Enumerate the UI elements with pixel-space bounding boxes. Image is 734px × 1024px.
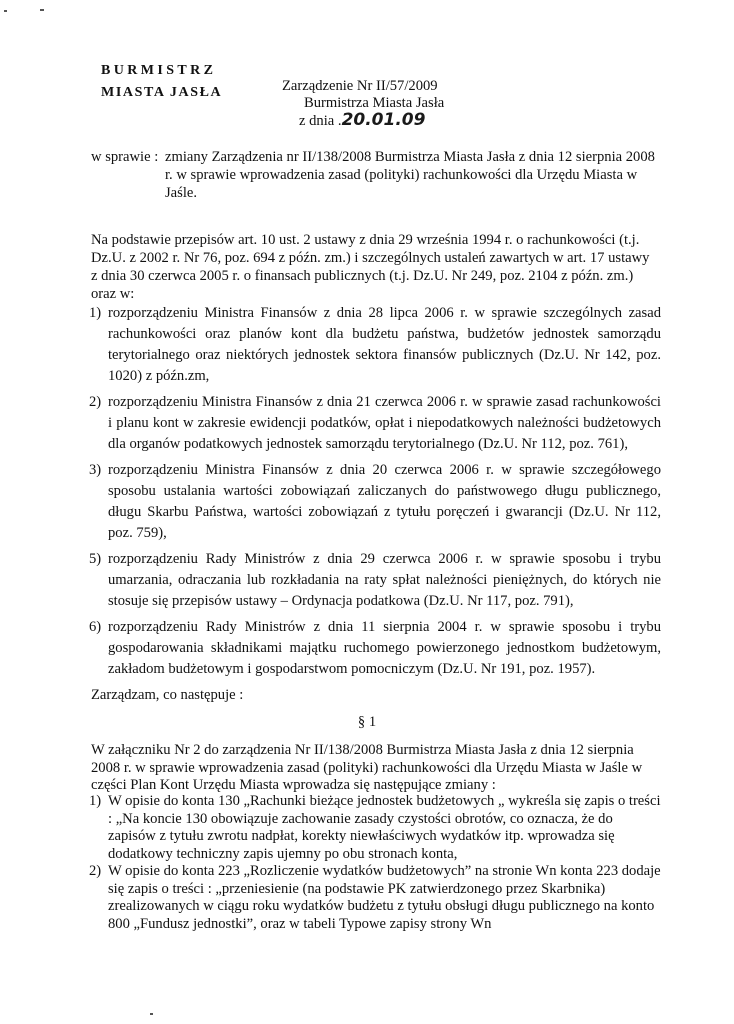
- legal-basis-item: 5) rozporządzeniu Rady Ministrów z dnia 29 czerwca 2006 r. w sprawie sposobu i trybu umarzania, odraczania lub rozkładania na raty spłat należności pieniężnych, do których nie stosuje się przepisów ustawy – Ordynacja podatkowa (Dz.U. Nr 117, poz. 791),: [89, 551, 661, 609]
- handwritten-date: 20.01.09: [341, 110, 426, 130]
- legal-basis-item: 3) rozporządzeniu Ministra Finansów z dnia 20 czerwca 2006 r. w sprawie szczegółowego sposobu ustalania wartości zobowiązań zaliczanych do państwowego długu publicznego, długu Skarbu Państwa, wartości zobowiązań z tytułu poręczeń i gwarancji (Dz.U. Nr 112, poz. 759),: [89, 462, 661, 541]
- scan-speck: [4, 10, 7, 12]
- ordinance-date: [282, 112, 444, 130]
- ordinance-issuer: Burmistrza Miasta Jasła: [304, 95, 445, 111]
- legal-basis-item: 1) rozporządzeniu Ministra Finansów z dnia 28 lipca 2006 r. w sprawie szczególnych zasad rachunkowości oraz planów kont dla budżetu państwa, budżetów jednostek samorządu terytorialnego oraz niektórych jednostek sektora finansów publicznych (Dz.U. Nr 142, poz. 1020) z późn.zm,: [89, 305, 661, 384]
- ordain-clause: Zarządzam, co następuje :: [91, 687, 244, 703]
- legal-basis-list: [91, 303, 661, 685]
- legal-basis-item: 6) rozporządzeniu Rady Ministrów z dnia 11 sierpnia 2004 r. w sprawie sposobu i trybu gospodarowania składnikami majątku ruchomego powierzonego jednostkom budżetowym, zakładom budżetowym i gospodarstwom pomocniczym (Dz.U. Nr 191, poz. 1957).: [89, 619, 661, 677]
- amendment-item: 1) W opisie do konta 130 „Rachunki bieżące jednostek budżetowych „ wykreśla się zapis o treści : „Na koncie 130 obowiązuje zachowanie zasady czystości obrotów, co oznacza, że do zapisów z tytułu zwrotu nadpłat, korekty niewłaściwych wydatków itp. wprowadza się dodatkowy techniczny zapis ujemny po obu stronach konta,: [89, 793, 661, 862]
- subject-label: w sprawie :: [91, 149, 159, 165]
- amendments-list: [91, 793, 661, 933]
- scan-speck: [150, 1013, 153, 1015]
- amendment-item: 2) W opisie do konta 223 „Rozliczenie wydatków budżetowych” na stronie Wn konta 223 dodaje się zapis o treści : „przeniesienie (na podstawie PK zatwierdzonego przez Skarbnika) zrealizowanych w ciągu roku wydatków budżetu z tytułu obsługi długu publicznego na konto 800 „Fundusz jednostki”, oraz w tabeli Typowe zapisy strony Wn: [89, 863, 661, 932]
- section-mark: § 1: [357, 714, 377, 730]
- issuer-line-1: BURMISTRZ: [101, 63, 217, 78]
- date-prefix: z dnia .: [299, 113, 342, 129]
- document-title: [282, 78, 444, 130]
- legal-basis-item: 2) rozporządzeniu Ministra Finansów z dnia 21 czerwca 2006 r. w sprawie zasad rachunkowości i planu kont w zakresie ewidencji podatków, opłat i niepodatkowych należności budżetowych dla organów podatkowych jednostek samorządu terytorialnego (Dz.U. Nr 112, poz. 761),: [89, 394, 661, 452]
- issuer-line-2: MIASTA JASŁA: [101, 85, 223, 100]
- scan-speck: [40, 9, 44, 11]
- legal-basis-intro: Na podstawie przepisów art. 10 ust. 2 ustawy z dnia 29 września 1994 r. o rachunkowości (t.j. Dz.U. z 2002 r. Nr 76, poz. 694 z późn. zm.) i szczególnych ustaleń zawartych w art. 17 ustawy z dnia 30 czerwca 2005 r. o finansach publicznych (t.j. Dz.U. Nr 249, poz. 2104 z późn. zm.) oraz w:: [91, 232, 650, 302]
- ordinance-number: Zarządzenie Nr II/57/2009: [282, 78, 438, 94]
- subject-text: zmiany Zarządzenia nr II/138/2008 Burmistrza Miasta Jasła z dnia 12 sierpnia 2008 r. w sprawie wprowadzenia zasad (polityki) rachunkowości dla Urzędu Miasta w Jaśle.: [165, 149, 655, 201]
- body-text: W załączniku Nr 2 do zarządzenia Nr II/138/2008 Burmistrza Miasta Jasła z dnia 12 sierpnia 2008 r. w sprawie wprowadzenia zasad (polityki) rachunkowości dla Urzędu Miasta w Jaśle w części Plan Kont Urzędu Miasta wprowadza się następujące zmiany :: [91, 742, 643, 793]
- issuer-header: [101, 60, 222, 104]
